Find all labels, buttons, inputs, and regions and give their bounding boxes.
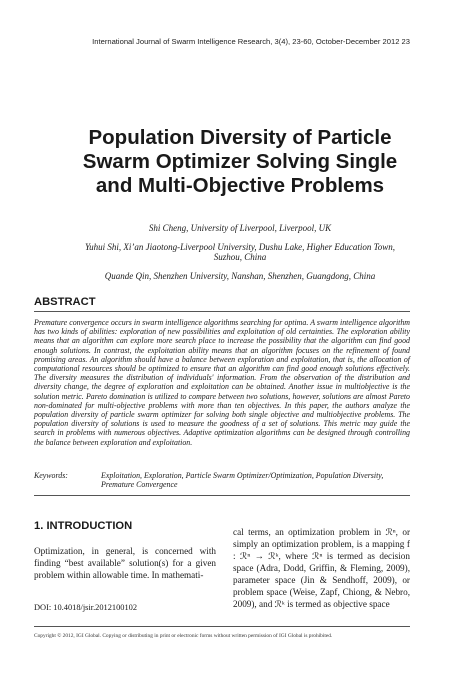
author-affiliation xyxy=(40,223,440,234)
author-line: Yuhui Shi, Xi’an Jiaotong-Liverpool University, Dushu Lake, Higher Education Town, xyxy=(84,241,396,252)
introduction-right-column: cal terms, an optimization problem in ℛⁿ, or simply an optimization problem, is a mapping f : ℛⁿ → ℛᵏ, where ℛⁿ is termed as decision space (Adra, Dodd, Griffin, & Fleming, 2009), parameter space (Jin & Sendhoff, 2009), or problem space (Weise, Zapf, Chiong, & Nebro, 2009), and ℛᵏ is termed as objective space xyxy=(233,527,410,609)
author-list xyxy=(40,223,440,289)
footer-rule xyxy=(34,626,410,627)
abstract-heading: ABSTRACT xyxy=(34,296,96,308)
abstract-body: Premature convergence occurs in swarm intelligence algorithms searching for optima. A swarm intelligence algorithm has two kinds of abilities: exploration of new possibilities and exploitation of old certainties. The exploration ability means that an algorithm can explore more search place to increase the possibility that the algorithm can find good enough solutions. In contrast, the exploitation ability means that an algorithm focuses on the refinement of found promising areas. An algorithm should have a balance between exploration and exploitation, that is, the allocation of computational resources should be optimized to ensure that an algorithm can find good enough solutions effectively. The diversity measures the distribution of individuals' information. From the observation of the distribution and diversity change, the degree of exploration and exploitation can be obtained. Another issue in multiobjective is the solution metric. Pareto domination is utilized to compare between two solutions, however, solutions are almost Pareto non-dominated for multi-objective problems with more than ten objectives. In this paper, the authors analyze the population diversity of particle swarm optimizer for solving both single objective and multiobjective problems. The population diversity of solutions is used to measure the goodness of a set of solutions. This metric may guide the search in problems with numerous objectives. Adaptive optimization algorithms can be designed through controlling the balance between exploration and exploitation. xyxy=(34,318,410,447)
title-line: Population Diversity of Particle xyxy=(88,126,392,149)
running-head: International Journal of Swarm Intelligence Research, 3(4), 23-60, October-December 2012 23 xyxy=(92,37,410,46)
author-line: Shi Cheng, University of Liverpool, Liverpool, UK xyxy=(148,223,332,233)
abstract-rule xyxy=(34,311,410,312)
keywords-rule xyxy=(34,495,410,496)
author-affiliation xyxy=(40,271,440,282)
keywords-text: Exploitation, Exploration, Particle Swarm Optimizer/Optimization, Population Diversity, Premature Convergence xyxy=(101,471,384,490)
keywords xyxy=(34,471,410,489)
author-affiliation xyxy=(40,242,440,263)
keywords-label: Keywords: xyxy=(34,471,68,480)
paper-title xyxy=(40,126,440,198)
doi-text[interactable]: DOI: 10.4018/jsir.2012100102 xyxy=(34,603,138,612)
introduction-left-column: Optimization, in general, is concerned with finding “best available” solution(s) for a given problem within allowable time. In mathemati- xyxy=(34,546,216,580)
author-line: Quande Qin, Shenzhen University, Nanshan, Shenzhen, Guangdong, China xyxy=(104,270,376,281)
title-line: and Multi-Objective Problems xyxy=(95,174,385,197)
introduction-heading: 1. INTRODUCTION xyxy=(34,520,133,532)
title-line: Swarm Optimizer Solving Single xyxy=(82,150,398,173)
copyright-footer: Copyright © 2012, IGI Global. Copying or distributing in print or electronic forms without written permission of IGI Global is prohibited. xyxy=(34,633,333,639)
author-line: Suzhou, China xyxy=(213,252,267,262)
